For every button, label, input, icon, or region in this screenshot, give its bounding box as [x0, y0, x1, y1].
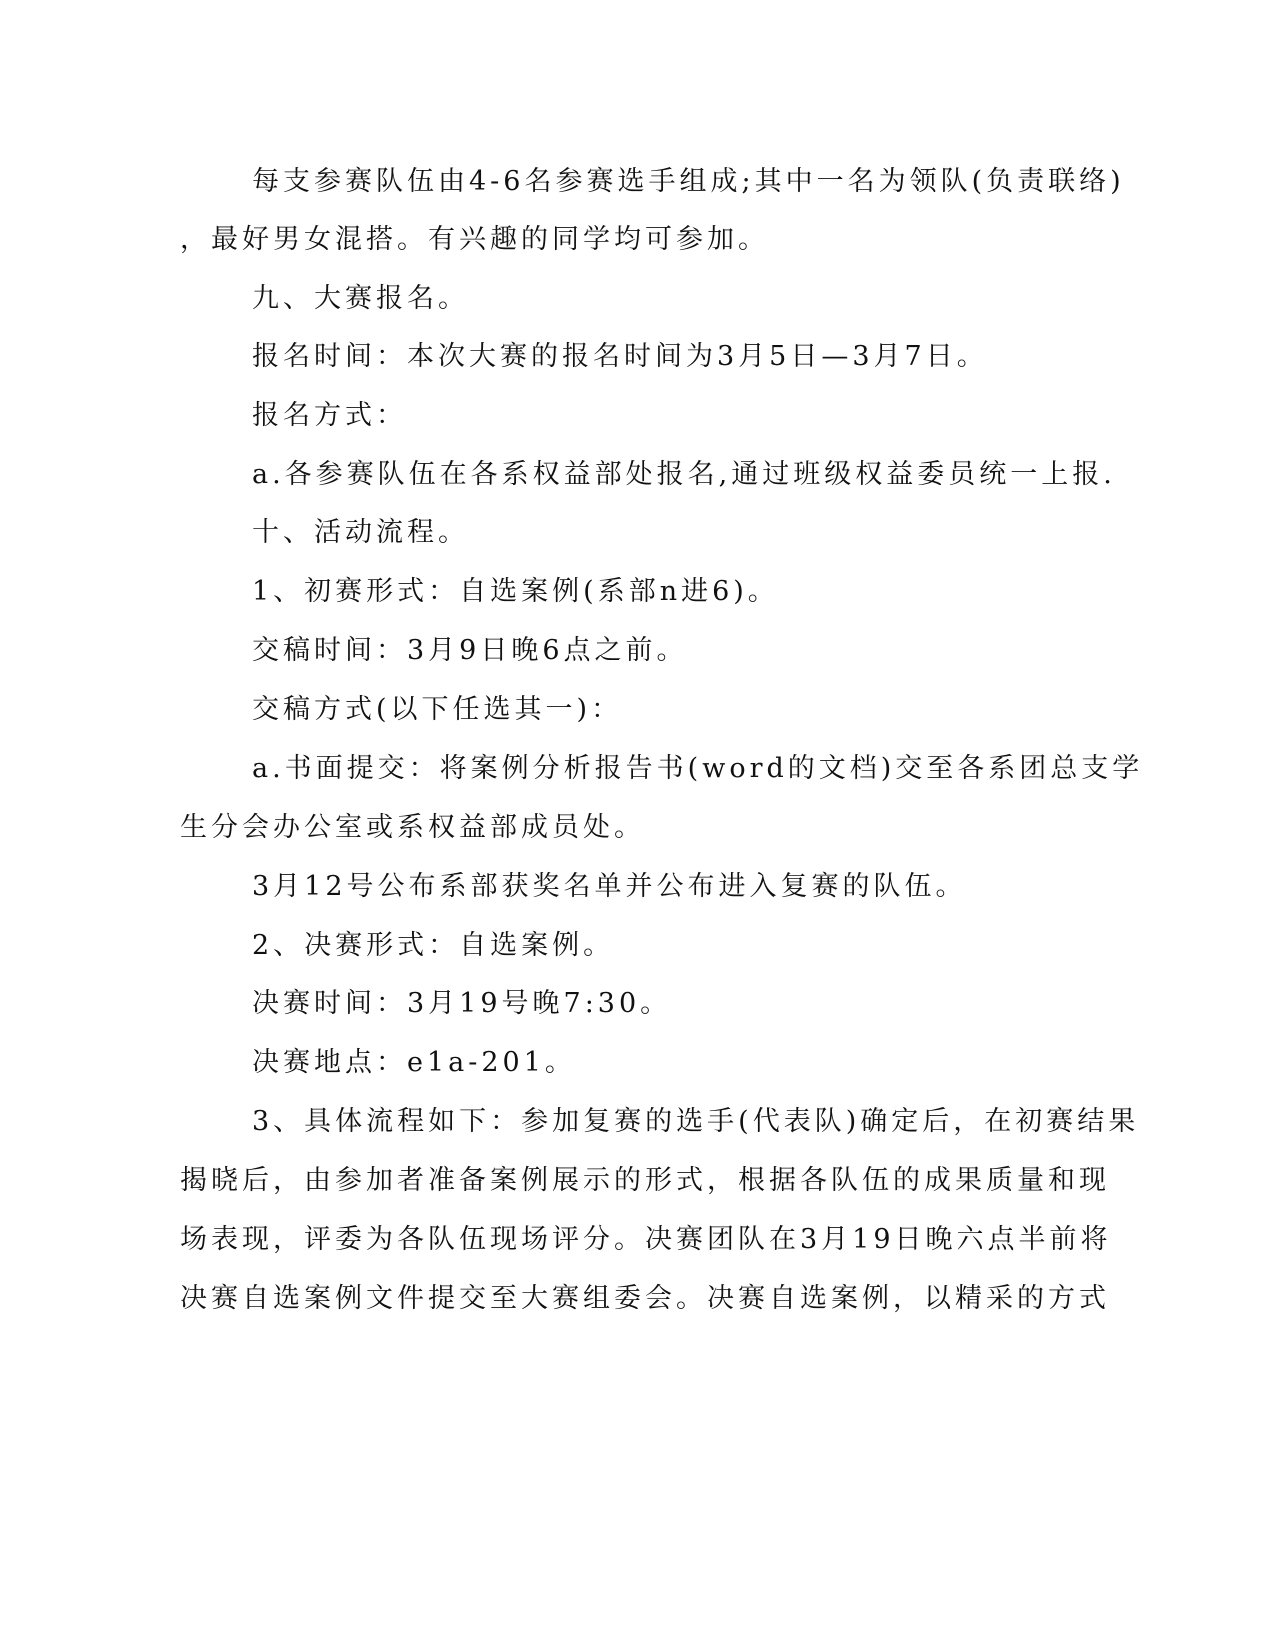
- text-line: 1、初赛形式：自选案例(系部n进6)。: [252, 576, 779, 607]
- text-line: 揭晓后，由参加者准备案例展示的形式，根据各队伍的成果质量和现: [180, 1165, 1110, 1196]
- text-line: 决赛自选案例文件提交至大赛组委会。决赛自选案例，以精采的方式: [180, 1283, 1110, 1314]
- text-line: 生分会办公室或系权益部成员处。: [180, 812, 645, 843]
- text-line: 3月12号公布系部获奖名单并公布进入复赛的队伍。: [252, 871, 967, 902]
- text-line: a.书面提交：将案例分析报告书(word的文档)交至各系团总支学: [252, 753, 1144, 784]
- text-line: 决赛时间：3月19号晚7:30。: [252, 988, 672, 1019]
- text-line: 每支参赛队伍由4-6名参赛选手组成;其中一名为领队(负责联络): [252, 166, 1125, 197]
- text-line: 交稿方式(以下任选其一)：: [252, 694, 623, 725]
- text-line: 报名方式：: [252, 400, 407, 431]
- text-line: 3、具体流程如下：参加复赛的选手(代表队)确定后，在初赛结果: [252, 1106, 1140, 1137]
- text-line: 2、决赛形式：自选案例。: [252, 930, 615, 961]
- section-heading: 九、大赛报名。: [252, 283, 469, 314]
- section-heading: 十、活动流程。: [252, 517, 469, 548]
- text-line: a.各参赛队伍在各系权益部处报名,通过班级权益委员统一上报.: [252, 459, 1116, 490]
- text-line: 交稿时间：3月9日晚6点之前。: [252, 635, 688, 666]
- text-line: ，最好男女混搭。有兴趣的同学均可参加。: [180, 224, 769, 255]
- text-line: 报名时间：本次大赛的报名时间为3月5日—3月7日。: [252, 341, 988, 372]
- text-line: 决赛地点：e1a-201。: [252, 1047, 576, 1078]
- text-line: 场表现，评委为各队伍现场评分。决赛团队在3月19日晚六点半前将: [180, 1224, 1112, 1255]
